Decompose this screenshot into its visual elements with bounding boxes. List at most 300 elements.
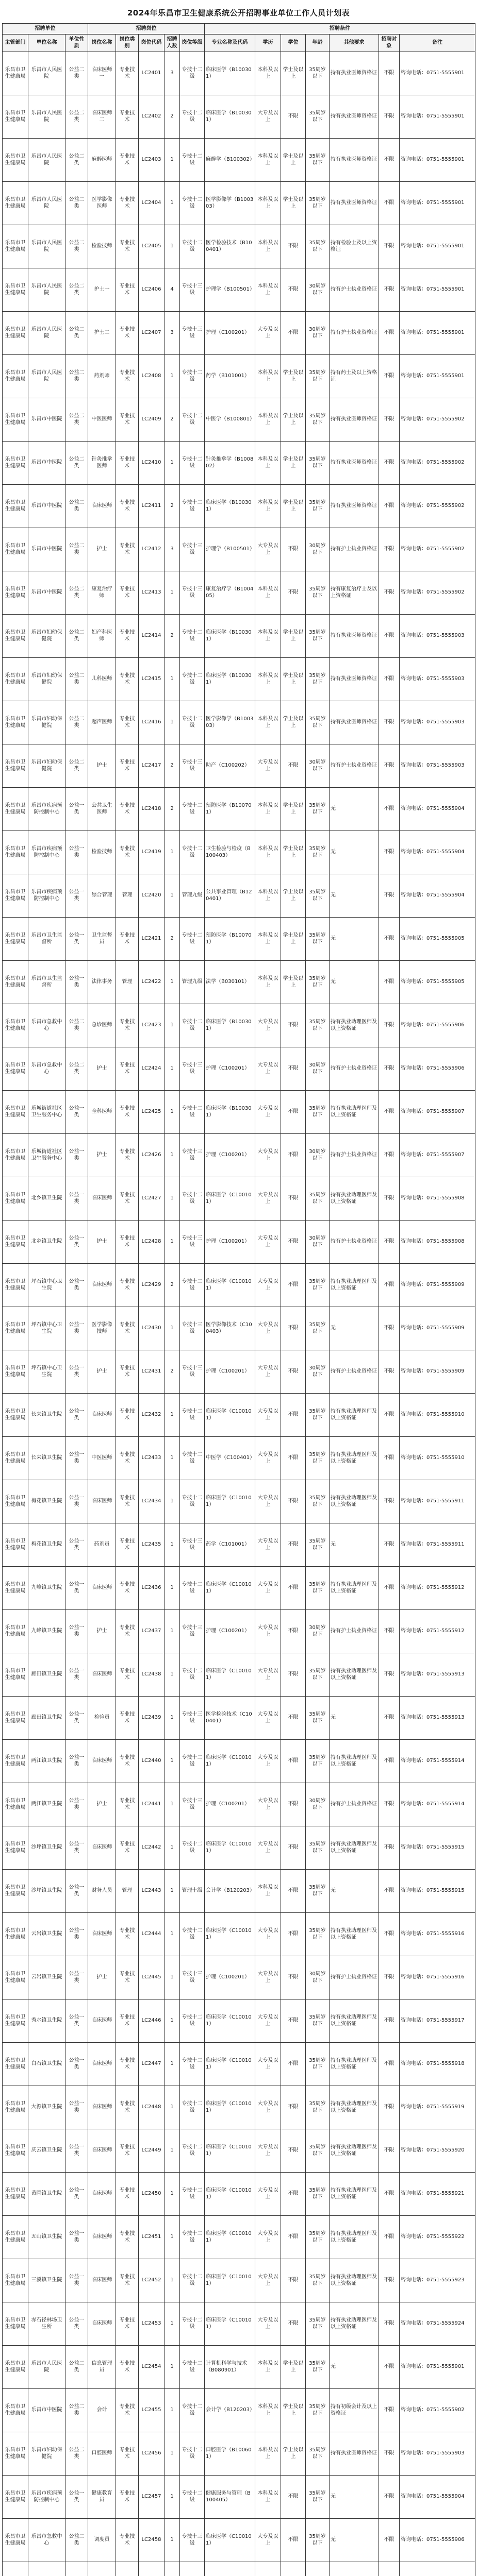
table-cell: 咨询电话：0751-5555908 [400, 1220, 475, 1263]
table-cell: 35周岁以下 [306, 2518, 330, 2562]
table-cell: 咨询电话：0751-5555920 [400, 2129, 475, 2172]
table-cell: 乐昌市卫生健康局 [3, 1350, 28, 1393]
table-cell: 乐昌市中医院 [28, 441, 65, 484]
table-cell: 持有护士执业资格证 [330, 1609, 379, 1653]
table-cell: 公益一类 [65, 1696, 88, 1739]
table-cell: 专技十三级 [180, 528, 205, 571]
table-cell: 乐昌市卫生健康局 [3, 571, 28, 614]
table-cell: 本科及以上 [255, 787, 281, 831]
table-cell: 临床医师 [88, 2042, 116, 2086]
table-cell: 医学检验技术（C100401） [205, 1696, 255, 1739]
table-cell: 持有药士及以上资格证 [330, 354, 379, 398]
table-cell: 专技十二级 [180, 398, 205, 441]
table-cell: 35周岁以下 [306, 354, 330, 398]
table-cell: 专业技术 [116, 1393, 139, 1436]
table-cell: 大专及以上 [255, 1783, 281, 1826]
table-cell: 不限 [379, 181, 400, 225]
table-cell: 不限 [379, 1350, 400, 1393]
table-cell: 临床医师 [88, 1480, 116, 1523]
table-cell: 公益二类 [65, 398, 88, 441]
table-cell: 大专及以上 [255, 1956, 281, 1999]
table-cell: 专业技术 [116, 2432, 139, 2475]
table-cell: 35周岁以下 [306, 1869, 330, 1912]
table-cell: 35周岁以下 [306, 1999, 330, 2042]
table-cell: LC2415 [139, 657, 165, 701]
table-cell: 本科及以上 [255, 874, 281, 917]
table-cell: 公益一类 [65, 2302, 88, 2345]
table-cell: LC2426 [139, 1133, 165, 1177]
table-cell: 专业技术 [116, 657, 139, 701]
table-cell: 3 [165, 52, 180, 95]
table-cell: 持有执业助理医师及以上资格证 [330, 1826, 379, 1869]
table-row [3, 441, 475, 484]
table-cell: 专技十三级 [180, 1523, 205, 1566]
table-cell: 专技十三级 [180, 1696, 205, 1739]
table-cell: 乐昌市卫生健康局 [3, 1523, 28, 1566]
table-cell: 公益一类 [65, 1133, 88, 1177]
table-cell: 不限 [379, 528, 400, 571]
table-cell: 专技十二级 [180, 1826, 205, 1869]
table-cell: LC2453 [139, 2302, 165, 2345]
table-cell: 1 [165, 1307, 180, 1350]
table-cell: 35周岁以下 [306, 1177, 330, 1220]
table-cell: 口腔医师 [88, 2432, 116, 2475]
table-cell: 乐昌市卫生健康局 [3, 701, 28, 744]
table-row [3, 1696, 475, 1739]
table-cell: 不限 [281, 2475, 306, 2518]
table-cell: LC2429 [139, 1263, 165, 1307]
table-cell: 学士及以上 [281, 960, 306, 1004]
table-cell: 乐昌市卫生健康局 [3, 1609, 28, 1653]
table-cell: LC2420 [139, 874, 165, 917]
table-cell: LC2427 [139, 1177, 165, 1220]
table-cell: 本科及以上 [255, 1869, 281, 1912]
table-cell: 不限 [379, 2475, 400, 2518]
table-cell: 大专及以上 [255, 1350, 281, 1393]
table-cell: 乐昌市卫生健康局 [3, 1133, 28, 1177]
table-cell: 乐昌市卫生健康局 [3, 484, 28, 528]
table-cell: 坪石镇中心卫生院 [28, 1263, 65, 1307]
table-cell: 专业技术 [116, 2172, 139, 2215]
column-header: 单位性质 [65, 34, 88, 52]
table-cell: 乐昌市卫生健康局 [3, 657, 28, 701]
table-cell: 持有执业医师资格证 [330, 181, 379, 225]
table-cell: LC2411 [139, 484, 165, 528]
table-cell: 公益二类 [65, 268, 88, 311]
table-cell: 不限 [281, 2518, 306, 2562]
table-cell: 1 [165, 1653, 180, 1696]
table-cell: 无 [330, 874, 379, 917]
table-cell: 专技十二级 [180, 95, 205, 138]
table-cell: 咨询电话：0751-5555902 [400, 528, 475, 571]
table-row [3, 2042, 475, 2086]
table-row [3, 2475, 475, 2518]
table-cell: 护士 [88, 1133, 116, 1177]
table-cell: 乐昌市人民医院 [28, 354, 65, 398]
table-row [3, 1999, 475, 2042]
table-cell: 1 [165, 831, 180, 874]
table-cell: 本科及以上 [255, 2388, 281, 2432]
table-cell: 临床医学（C100101） [205, 2215, 255, 2259]
table-cell: 临床医学（B100301） [205, 52, 255, 95]
table-cell: 咨询电话：0751-5555903 [400, 2432, 475, 2475]
table-cell: 1 [165, 1869, 180, 1912]
table-cell: 临床医学（C100101） [205, 1480, 255, 1523]
table-cell: 专技十二级 [180, 1177, 205, 1220]
table-cell: 咨询电话：0751-5555914 [400, 1783, 475, 1826]
table-cell: 北乡镇卫生院 [28, 1220, 65, 1263]
table-cell: 专业技术 [116, 2215, 139, 2259]
table-cell: 持有执业助理医师及以上资格证 [330, 2302, 379, 2345]
table-row [3, 354, 475, 398]
table-cell: 乐昌市卫生健康局 [3, 181, 28, 225]
table-cell: 不限 [281, 1609, 306, 1653]
table-row [3, 1480, 475, 1523]
table-cell: 大专及以上 [255, 744, 281, 787]
table-cell: 临床医学（C100101） [205, 1653, 255, 1696]
table-cell: 咨询电话：0751-5555904 [400, 2475, 475, 2518]
table-cell: 护士 [88, 744, 116, 787]
table-cell: 2 [165, 787, 180, 831]
table-cell: 不限 [281, 95, 306, 138]
table-cell: 管理 [116, 1869, 139, 1912]
table-cell: 临床医师 [88, 2215, 116, 2259]
table-cell: 乐昌市卫生健康局 [3, 95, 28, 138]
table-cell: 30周岁以下 [306, 311, 330, 354]
table-cell: 本科及以上 [255, 701, 281, 744]
table-cell: 咨询电话：0751-5555919 [400, 2086, 475, 2129]
table-cell: 公益二类 [65, 225, 88, 268]
table-cell: 不限 [379, 52, 400, 95]
table-cell: 麻醉学（B100302） [205, 138, 255, 181]
table-cell: 坪石镇中心卫生院 [28, 1307, 65, 1350]
table-cell: 专业技术 [116, 701, 139, 744]
table-cell: 专业技术 [116, 138, 139, 181]
table-cell: LC2449 [139, 2129, 165, 2172]
table-cell: 咨询电话：0751-5555902 [400, 441, 475, 484]
table-cell: 无 [330, 831, 379, 874]
table-cell: 临床医师 [88, 1177, 116, 1220]
table-cell: 咨询电话：0751-5555922 [400, 2215, 475, 2259]
column-header: 岗位代码 [139, 34, 165, 52]
table-cell: LC2448 [139, 2086, 165, 2129]
table-cell: 乐昌市卫生健康局 [3, 1653, 28, 1696]
table-cell: 不限 [281, 1523, 306, 1566]
table-cell: 临床医学（C100101） [205, 1999, 255, 2042]
table-cell: 临床医师 [88, 1653, 116, 1696]
table-cell: 乐昌市卫生健康局 [3, 2388, 28, 2432]
table-cell: 不限 [379, 2042, 400, 2086]
column-header: 岗位等级 [180, 34, 205, 52]
table-cell: 学士及以上 [281, 398, 306, 441]
column-header: 专业名称及代码 [205, 34, 255, 52]
table-row [3, 1220, 475, 1263]
table-cell: 临床医学（C100101） [205, 2042, 255, 2086]
table-cell: 临床医师二 [88, 95, 116, 138]
table-cell: 1 [165, 1436, 180, 1480]
table-cell: 1 [165, 1739, 180, 1783]
table-cell: 乐昌市妇幼保健院 [28, 2432, 65, 2475]
table-cell: 护理学（B100501） [205, 268, 255, 311]
table-row [3, 1090, 475, 1133]
table-cell: 不限 [379, 1047, 400, 1090]
column-header: 学位 [281, 34, 306, 52]
table-cell: 不限 [281, 1696, 306, 1739]
table-cell: 专业技术 [116, 1307, 139, 1350]
table-cell: 专业技术 [116, 1696, 139, 1739]
table-cell: 法学（B030101） [205, 960, 255, 1004]
table-cell: 1 [165, 1826, 180, 1869]
table-cell: 专技十二级 [180, 181, 205, 225]
table-cell: 35周岁以下 [306, 1653, 330, 1696]
table-cell: 无 [330, 1869, 379, 1912]
table-cell: 1 [165, 1956, 180, 1999]
table-cell: 专业技术 [116, 571, 139, 614]
table-cell: 持有护士执业资格证 [330, 268, 379, 311]
table-cell: 临床医师 [88, 2259, 116, 2302]
table-cell: 临床医学（C100101） [205, 2259, 255, 2302]
table-cell: 专业技术 [116, 1436, 139, 1480]
table-cell: 公益二类 [65, 52, 88, 95]
table-cell: 35周岁以下 [306, 831, 330, 874]
column-header: 岗位名称 [88, 34, 116, 52]
table-cell: 无 [330, 1696, 379, 1739]
table-cell: 法律事务 [88, 960, 116, 1004]
table-cell: 咨询电话：0751-5555904 [400, 831, 475, 874]
table-cell: 专业技术 [116, 2345, 139, 2388]
table-cell: 专业技术 [116, 614, 139, 657]
table-cell: 乐昌市卫生健康局 [3, 1739, 28, 1783]
table-cell: 35周岁以下 [306, 787, 330, 831]
table-cell: 不限 [379, 701, 400, 744]
table-cell: 护理（C100201） [205, 1133, 255, 1177]
table-cell: 公益一类 [65, 2042, 88, 2086]
table-cell: 专技十二级 [180, 2086, 205, 2129]
column-header: 招聘对象 [379, 34, 400, 52]
table-cell: 不限 [281, 1566, 306, 1609]
table-cell: 专技十二级 [180, 138, 205, 181]
table-cell: 专业技术 [116, 744, 139, 787]
table-cell: 乐昌市卫生健康局 [3, 1307, 28, 1350]
table-cell: 乐昌市卫生健康局 [3, 2172, 28, 2215]
table-cell: 中医医师 [88, 1436, 116, 1480]
table-cell: 护士 [88, 1047, 116, 1090]
table-row [3, 2259, 475, 2302]
table-cell: 咨询电话：0751-5555924 [400, 2302, 475, 2345]
table-cell: 临床医学（C100101） [205, 2518, 255, 2562]
table-cell: 不限 [281, 744, 306, 787]
table-cell: 乐昌市中医院 [28, 528, 65, 571]
table-cell: 35周岁以下 [306, 2475, 330, 2518]
table-cell: 专技十二级 [180, 1999, 205, 2042]
table-cell: 不限 [379, 2432, 400, 2475]
table-row [3, 2215, 475, 2259]
table-cell: 乐昌市卫生健康局 [3, 1220, 28, 1263]
table-cell: LC2456 [139, 2432, 165, 2475]
table-cell: 专业技术 [116, 831, 139, 874]
table-cell: 咨询电话：0751-5555908 [400, 1177, 475, 1220]
table-cell: 30周岁以下 [306, 1783, 330, 1826]
table-cell: 1 [165, 1004, 180, 1047]
table-cell: 大专及以上 [255, 1523, 281, 1566]
table-cell: 大专及以上 [255, 1696, 281, 1739]
table-row [3, 1869, 475, 1912]
table-cell: 1 [165, 2475, 180, 2518]
table-cell: 专业技术 [116, 1912, 139, 1956]
table-cell: 乐昌市卫生健康局 [3, 52, 28, 95]
table-cell: 1 [165, 960, 180, 1004]
table-cell: 乐城街道社区卫生服务中心 [28, 1133, 65, 1177]
table-cell: 临床医学（C100101） [205, 1912, 255, 1956]
table-cell: 35周岁以下 [306, 2259, 330, 2302]
table-cell: 专技十二级 [180, 2388, 205, 2432]
table-cell: 乐昌市人民医院 [28, 181, 65, 225]
table-cell: 大专及以上 [255, 2518, 281, 2562]
table-cell: LC2450 [139, 2172, 165, 2215]
table-cell: 咨询电话：0751-5555901 [400, 311, 475, 354]
table-cell: 护理（C100201） [205, 1956, 255, 1999]
table-cell: 35周岁以下 [306, 138, 330, 181]
table-cell: 专业技术 [116, 787, 139, 831]
table-cell: 公益二类 [65, 657, 88, 701]
table-cell: 咨询电话：0751-5555914 [400, 1739, 475, 1783]
table-cell: 1 [165, 2129, 180, 2172]
table-cell: 专技十二级 [180, 2129, 205, 2172]
table-cell: 持有初级会计及以上资格证 [330, 2388, 379, 2432]
table-row [3, 917, 475, 960]
table-row [3, 484, 475, 528]
table-cell: 临床医学（B100301） [205, 1090, 255, 1133]
table-cell: 不限 [281, 1869, 306, 1912]
table-cell: 2 [165, 95, 180, 138]
table-cell: 专业技术 [116, 1609, 139, 1653]
table-cell: 乐昌市卫生健康局 [3, 1999, 28, 2042]
table-cell: LC2408 [139, 354, 165, 398]
table-cell: 公益二类 [65, 701, 88, 744]
table-cell: 咨询电话：0751-5555907 [400, 1090, 475, 1133]
table-cell: 持有执业助理医师及以上资格证 [330, 2172, 379, 2215]
table-cell: LC2407 [139, 311, 165, 354]
table-cell: 持有执业助理医师及以上资格证 [330, 1566, 379, 1609]
table-cell: 不限 [379, 657, 400, 701]
table-cell: 针灸推拿学（B100802） [205, 441, 255, 484]
column-header: 其他要求 [330, 34, 379, 52]
table-row [3, 1956, 475, 1999]
table-cell: 护理（C100201） [205, 1609, 255, 1653]
table-cell: 不限 [379, 2172, 400, 2215]
table-cell: 咨询电话：0751-5555906 [400, 1004, 475, 1047]
table-cell: 大专及以上 [255, 1999, 281, 2042]
table-cell: LC2434 [139, 1480, 165, 1523]
table-cell: 咨询电话：0751-5555912 [400, 1566, 475, 1609]
table-cell: LC2409 [139, 398, 165, 441]
table-cell: 临床医学（C100101） [205, 1739, 255, 1783]
table-cell: 咨询电话：0751-5555901 [400, 95, 475, 138]
table-cell: 专业技术 [116, 528, 139, 571]
table-cell: 不限 [281, 2086, 306, 2129]
table-cell: 北乡镇卫生院 [28, 1177, 65, 1220]
table-cell: 35周岁以下 [306, 1696, 330, 1739]
table-cell: 持有执业医师资格证 [330, 2432, 379, 2475]
table-cell: 不限 [281, 2259, 306, 2302]
table-cell: 不限 [379, 744, 400, 787]
table-cell: 持有执业助理医师及以上资格证 [330, 1653, 379, 1696]
table-cell: 公益一类 [65, 1739, 88, 1783]
table-cell: 1 [165, 2345, 180, 2388]
table-cell [165, 2562, 180, 2576]
table-cell: 专业技术 [116, 225, 139, 268]
table-cell: 公益一类 [65, 1653, 88, 1696]
table-cell: 不限 [379, 1566, 400, 1609]
table-cell: 公益一类 [65, 1263, 88, 1307]
table-cell: 2 [165, 484, 180, 528]
table-cell: 临床医学（B100301） [205, 484, 255, 528]
table-cell: 会计学（B120203） [205, 1869, 255, 1912]
table-cell: 不限 [281, 268, 306, 311]
table-cell: 专业技术 [116, 268, 139, 311]
table-row [3, 2432, 475, 2475]
table-row [3, 1307, 475, 1350]
table-cell: 不限 [281, 1090, 306, 1133]
table-cell: 沙坪镇卫生院 [28, 1869, 65, 1912]
table-row [3, 225, 475, 268]
table-cell: 康复治疗学（B100405） [205, 571, 255, 614]
table-cell: 学士及以上 [281, 614, 306, 657]
table-cell: 35周岁以下 [306, 1566, 330, 1609]
table-cell: 临床医学（C100101） [205, 2129, 255, 2172]
table-cell: 乐昌市卫生健康局 [3, 354, 28, 398]
table-cell: 大专及以上 [255, 2302, 281, 2345]
table-cell: 专业技术 [116, 2042, 139, 2086]
table-cell: 检验技师 [88, 831, 116, 874]
table-cell: 大专及以上 [255, 1307, 281, 1350]
table-cell: 咨询电话：0751-5555904 [400, 874, 475, 917]
table-cell: 乐昌市卫生监督所 [28, 960, 65, 1004]
table-cell: 35周岁以下 [306, 1826, 330, 1869]
table-cell: 持有执业医师资格证 [330, 484, 379, 528]
table-cell: 不限 [281, 1653, 306, 1696]
table-row [3, 1566, 475, 1609]
table-cell: 乐昌市中医院 [28, 484, 65, 528]
table-cell: 乐昌市卫生健康局 [3, 1047, 28, 1090]
table-cell: 1 [165, 354, 180, 398]
table-cell: 乐昌市卫生健康局 [3, 2432, 28, 2475]
table-cell: LC2404 [139, 181, 165, 225]
table-row [3, 52, 475, 95]
table-cell: 乐昌市中医院 [28, 2388, 65, 2432]
table-cell: 1 [165, 1480, 180, 1523]
table-cell: 管理九级 [180, 960, 205, 1004]
table-cell: 30周岁以下 [306, 528, 330, 571]
table-cell: 专业技术 [116, 52, 139, 95]
table-cell: 公益一类 [65, 960, 88, 1004]
table-cell: 1 [165, 2215, 180, 2259]
table-cell: 1 [165, 181, 180, 225]
table-cell: 预防医学（B100701） [205, 917, 255, 960]
table-cell: 咨询电话：0751-5555916 [400, 1912, 475, 1956]
table-cell: 持有执业助理医师及以上资格证 [330, 2042, 379, 2086]
table-cell: 乐昌市卫生健康局 [3, 1177, 28, 1220]
table-cell: 公益一类 [65, 1307, 88, 1350]
table-cell [88, 2562, 116, 2576]
table-cell: 乐昌市卫生健康局 [3, 2475, 28, 2518]
table-cell: 乐昌市疾病预防控制中心 [28, 874, 65, 917]
table-cell: 梅花镇卫生院 [28, 1480, 65, 1523]
table-cell: 专业技术 [116, 2518, 139, 2562]
table-cell: 大专及以上 [255, 1047, 281, 1090]
table-cell: 咨询电话：0751-5555906 [400, 2518, 475, 2562]
table-cell: 35周岁以下 [306, 1739, 330, 1783]
